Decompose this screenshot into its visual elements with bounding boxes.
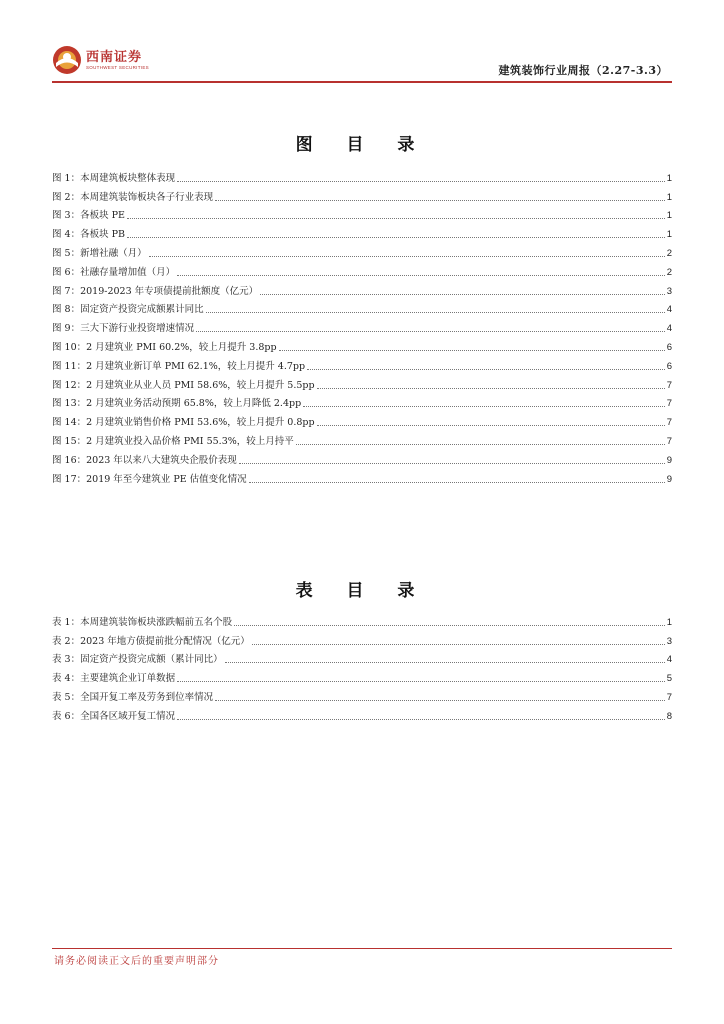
toc-entry-label: 表 3：固定资产投资完成额（累计同比） [52, 654, 223, 666]
toc-entry-label: 表 1：本周建筑装饰板块涨跌幅前五名个股 [52, 616, 233, 628]
toc-entry[interactable] [52, 204, 672, 223]
toc-entry-page: 7 [666, 691, 672, 703]
toc-entry-page: 2 [666, 247, 672, 259]
toc-entry[interactable] [52, 166, 672, 185]
toc-entry[interactable] [52, 467, 672, 486]
toc-entry[interactable] [52, 241, 672, 260]
toc-dot-leader [206, 312, 665, 313]
toc-entry[interactable] [52, 392, 672, 411]
toc-entry-page: 7 [666, 379, 672, 391]
toc-entry-page: 1 [666, 210, 672, 222]
toc-dot-leader [317, 425, 665, 426]
brand-logo-icon [52, 45, 82, 75]
toc-entry-page: 7 [666, 398, 672, 410]
toc-entry-label: 图 12：2 月建筑业从业人员 PMI 58.6%，较上月提升 5.5pp [52, 379, 315, 391]
toc-entry-page: 9 [666, 454, 672, 466]
toc-entry[interactable] [52, 354, 672, 373]
toc-entry[interactable] [52, 429, 672, 448]
tables-toc-title: 表 目 录 [295, 581, 429, 601]
toc-entry-label: 图 13：2 月建筑业务活动预期 65.8%，较上月降低 2.4pp [52, 398, 302, 410]
toc-dot-leader [215, 200, 665, 201]
toc-entry[interactable] [52, 610, 672, 629]
page-header [52, 38, 672, 82]
toc-dot-leader [127, 237, 665, 238]
toc-dot-leader [149, 256, 665, 257]
toc-dot-leader [127, 218, 665, 219]
toc-entry-page: 1 [666, 616, 672, 628]
toc-entry-label: 图 7：2019-2023 年专项债提前批额度（亿元） [52, 285, 259, 297]
brand-logo [52, 42, 149, 78]
toc-entry-page: 4 [666, 304, 672, 316]
toc-entry-page: 9 [666, 473, 672, 485]
toc-entry-label: 表 6：全国各区域开复工情况 [52, 710, 176, 722]
toc-entry-label: 表 4：主要建筑企业订单数据 [52, 673, 176, 685]
toc-entry-page: 4 [666, 654, 672, 666]
toc-entry-label: 图 9：三大下游行业投资增速情况 [52, 323, 195, 335]
toc-dot-leader [317, 388, 665, 389]
header-divider [52, 81, 672, 83]
toc-entry[interactable] [52, 298, 672, 317]
brand-name-en: SOUTHWEST SECURITIES [86, 64, 149, 70]
toc-entry-label: 表 2：2023 年地方债提前批分配情况（亿元） [52, 635, 250, 647]
toc-dot-leader [260, 294, 665, 295]
toc-dot-leader [307, 369, 665, 370]
toc-entry-label: 图 16：2023 年以来八大建筑央企股价表现 [52, 454, 237, 466]
toc-entry-page: 3 [666, 285, 672, 297]
toc-entry-page: 3 [666, 635, 672, 647]
toc-dot-leader [215, 700, 665, 701]
toc-entry-page: 6 [666, 341, 672, 353]
toc-dot-leader [249, 482, 665, 483]
toc-dot-leader [177, 681, 665, 682]
toc-entry-label: 图 1：本周建筑板块整体表现 [52, 172, 176, 184]
toc-entry[interactable] [52, 685, 672, 704]
toc-dot-leader [177, 275, 665, 276]
tables-toc-list [52, 610, 672, 723]
toc-entry-label: 表 5：全国开复工率及劳务到位率情况 [52, 691, 214, 703]
toc-entry[interactable] [52, 648, 672, 667]
toc-entry[interactable] [52, 185, 672, 204]
toc-entry-label: 图 11：2 月建筑业新订单 PMI 62.1%，较上月提升 4.7pp [52, 360, 306, 372]
report-title: 建筑装饰行业周报（2.27-3.3） [498, 64, 668, 77]
toc-entry-page: 7 [666, 417, 672, 429]
toc-entry-label: 图 2：本周建筑装饰板块各子行业表现 [52, 191, 214, 203]
toc-entry[interactable] [52, 704, 672, 723]
toc-entry-label: 图 14：2 月建筑业销售价格 PMI 53.6%，较上月提升 0.8pp [52, 417, 315, 429]
toc-entry-page: 1 [666, 229, 672, 241]
toc-entry-label: 图 8：固定资产投资完成额累计同比 [52, 304, 204, 316]
toc-dot-leader [177, 719, 665, 720]
footer-divider [52, 948, 672, 949]
figures-toc-title: 图 目 录 [295, 135, 429, 155]
toc-dot-leader [303, 406, 665, 407]
toc-entry[interactable] [52, 666, 672, 685]
toc-dot-leader [239, 463, 665, 464]
brand-name-cn: 西南证券 [86, 49, 143, 65]
toc-entry-label: 图 3：各板块 PE [52, 210, 125, 222]
toc-dot-leader [252, 644, 665, 645]
toc-entry-page: 6 [666, 360, 672, 372]
toc-entry-page: 1 [666, 172, 672, 184]
toc-entry-page: 1 [666, 191, 672, 203]
toc-entry[interactable] [52, 448, 672, 467]
toc-entry[interactable] [52, 316, 672, 335]
toc-entry[interactable] [52, 410, 672, 429]
figures-toc-list [52, 166, 672, 486]
toc-entry-page: 8 [666, 710, 672, 722]
toc-entry-page: 2 [666, 266, 672, 278]
toc-entry-page: 4 [666, 323, 672, 335]
toc-entry-label: 图 17：2019 年至今建筑业 PE 估值变化情况 [52, 473, 247, 485]
toc-dot-leader [296, 444, 665, 445]
toc-dot-leader [234, 625, 665, 626]
toc-dot-leader [225, 662, 665, 663]
toc-entry-label: 图 4：各板块 PB [52, 229, 125, 241]
toc-entry[interactable] [52, 222, 672, 241]
toc-entry-page: 7 [666, 435, 672, 447]
toc-entry[interactable] [52, 373, 672, 392]
toc-entry-page: 5 [666, 673, 672, 685]
toc-entry[interactable] [52, 279, 672, 298]
toc-entry[interactable] [52, 629, 672, 648]
toc-entry-label: 图 5：新增社融（月） [52, 247, 147, 259]
toc-entry[interactable] [52, 335, 672, 354]
footer-disclaimer: 请务必阅读正文后的重要声明部分 [54, 956, 219, 967]
toc-entry-label: 图 6：社融存量增加值（月） [52, 266, 176, 278]
toc-entry[interactable] [52, 260, 672, 279]
toc-dot-leader [177, 181, 665, 182]
toc-dot-leader [196, 331, 665, 332]
toc-entry-label: 图 15：2 月建筑业投入品价格 PMI 55.3%，较上月持平 [52, 435, 294, 447]
toc-entry-label: 图 10：2 月建筑业 PMI 60.2%，较上月提升 3.8pp [52, 341, 277, 353]
toc-dot-leader [279, 350, 665, 351]
